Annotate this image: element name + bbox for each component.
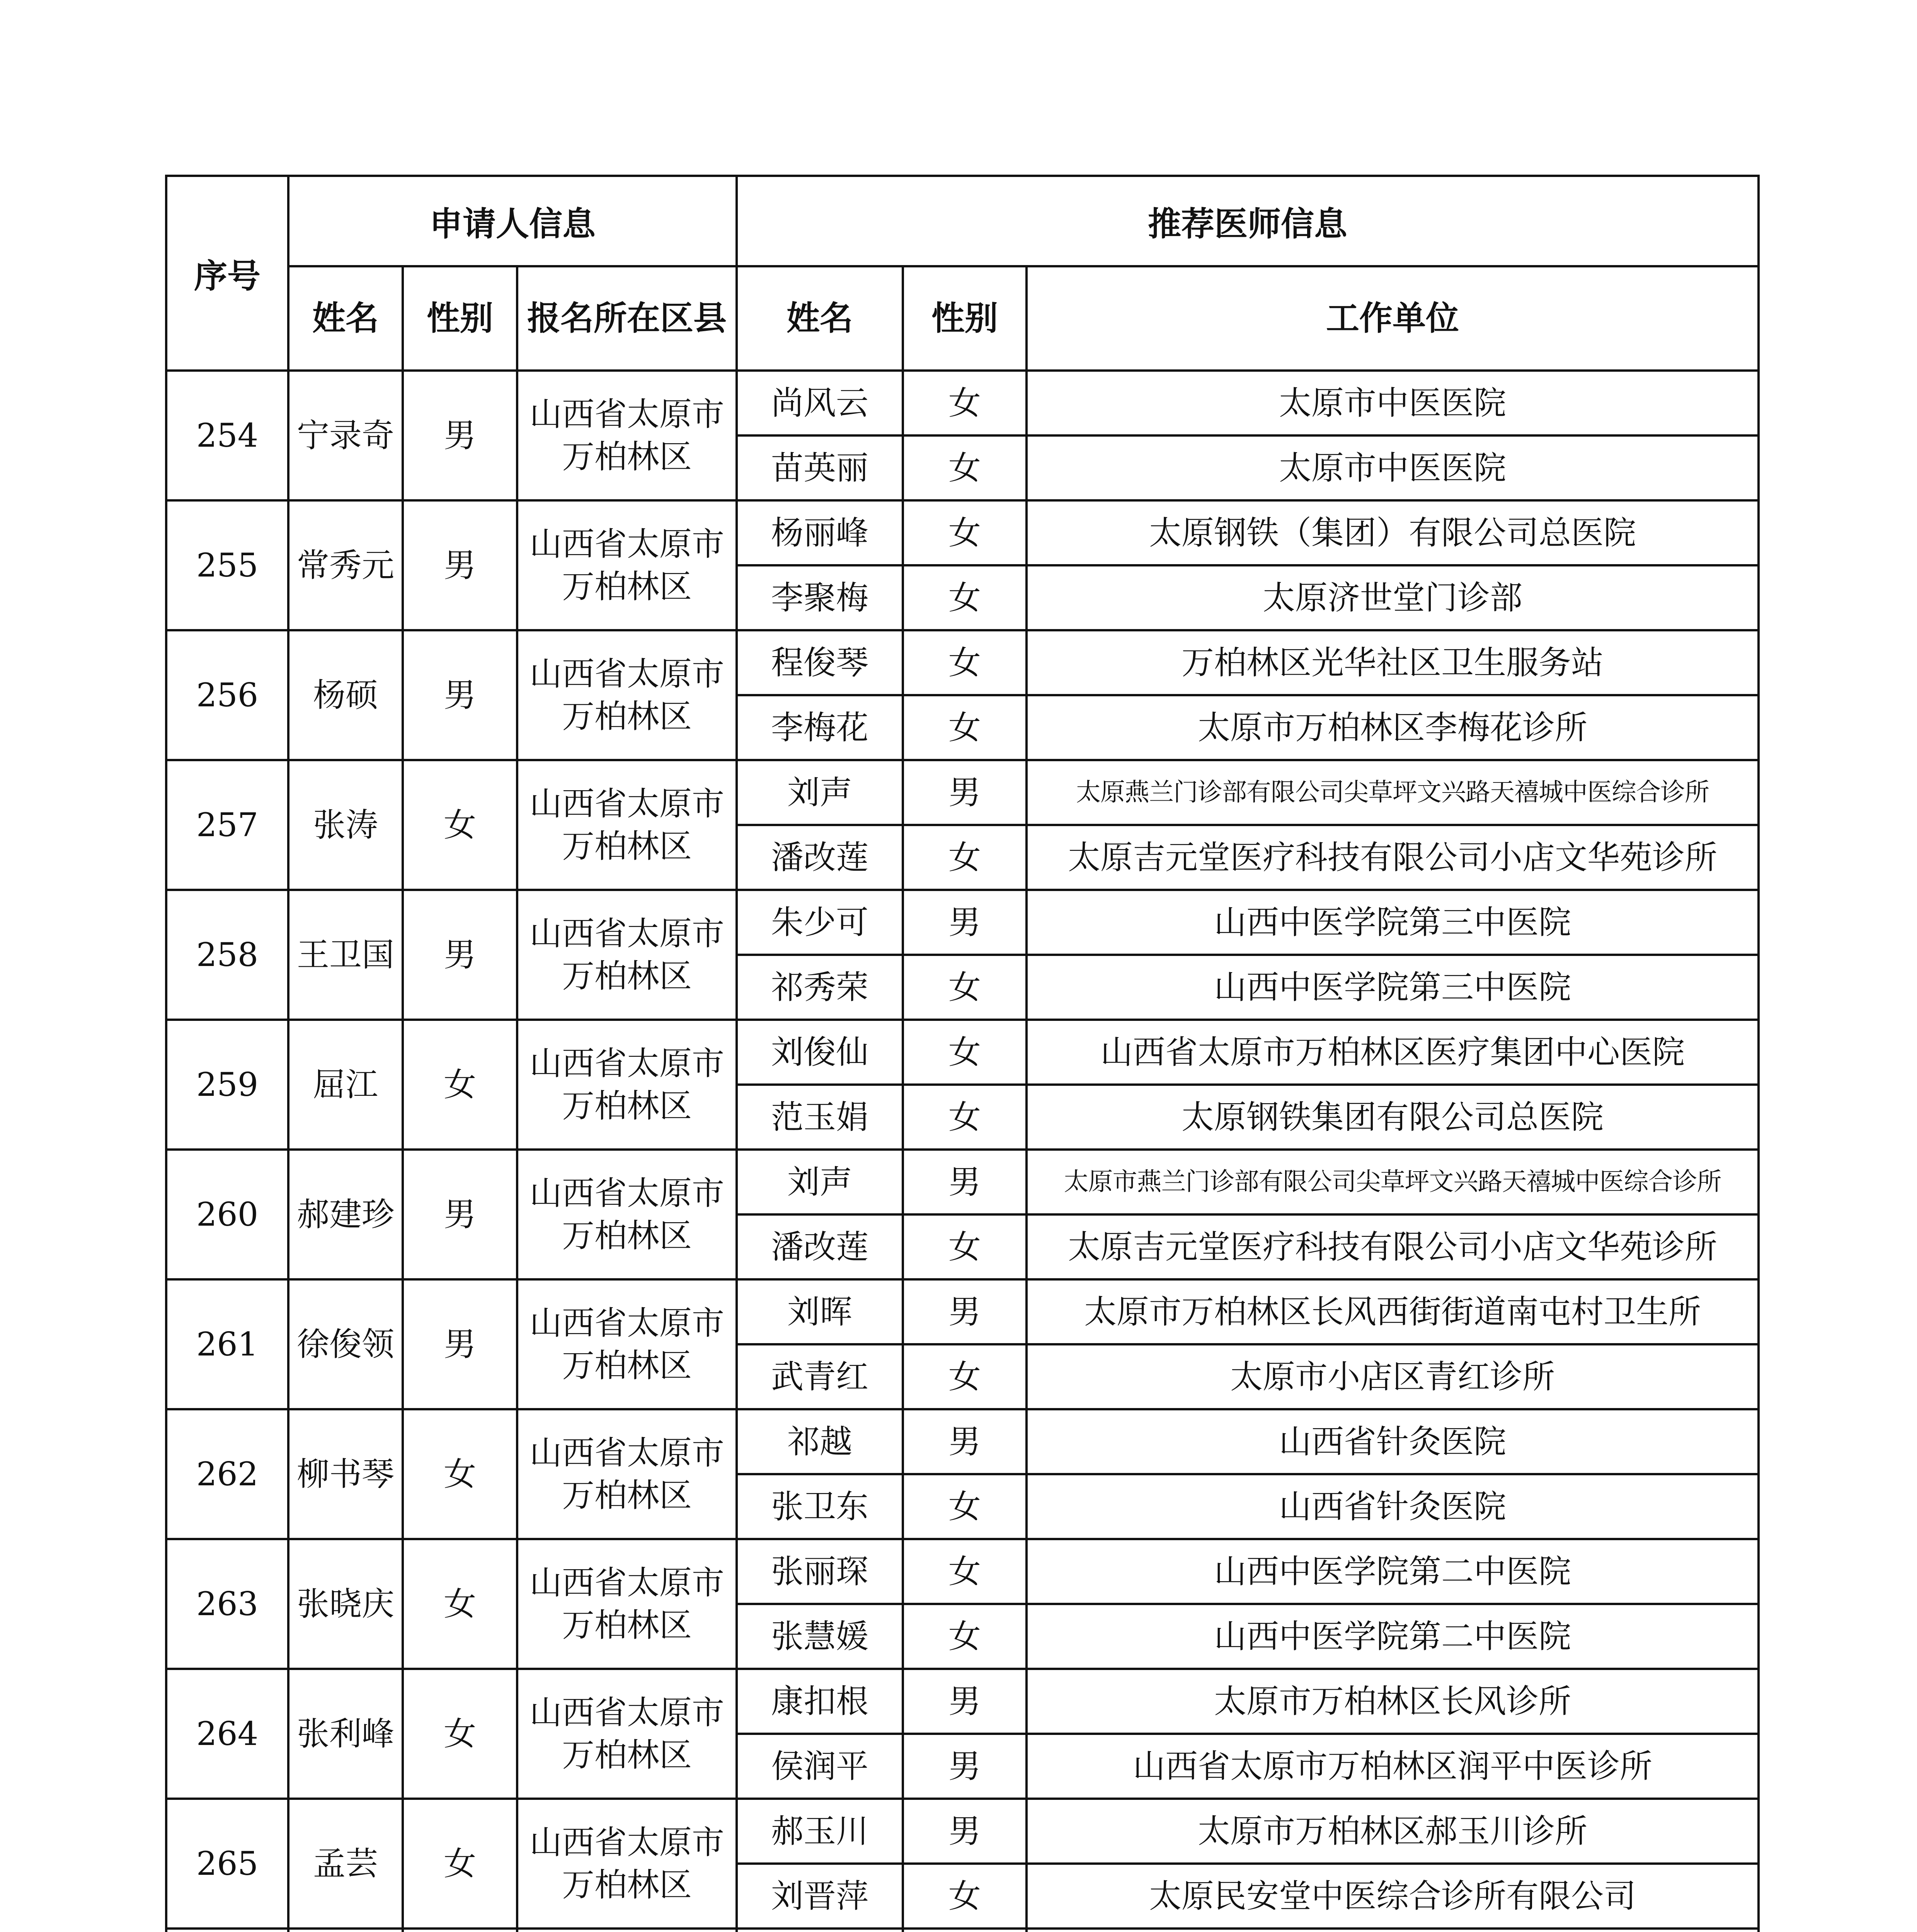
doctor-unit: 万柏林区光华社区卫生服务站 <box>1027 630 1759 695</box>
applicant-district: 山西省太原市万柏林区 <box>517 890 737 1020</box>
applicant-gender: 男 <box>403 371 517 500</box>
doctor-gender: 女 <box>903 955 1027 1020</box>
applicant-name: 宁录奇 <box>288 371 403 500</box>
doctor-gender: 女 <box>903 825 1027 890</box>
header-doctor-group: 推荐医师信息 <box>737 176 1759 266</box>
doctor-gender: 女 <box>903 500 1027 565</box>
applicant-name: 柳书琴 <box>288 1409 403 1539</box>
applicant-district <box>517 1929 737 1932</box>
applicant-seq: 265 <box>166 1799 288 1929</box>
applicant-district: 山西省太原市万柏林区 <box>517 760 737 890</box>
doctor-gender: 男 <box>903 890 1027 955</box>
applicant-district: 山西省太原市万柏林区 <box>517 630 737 760</box>
doctor-unit: 太原民安堂中医综合诊所有限公司 <box>1027 1864 1759 1929</box>
table-body <box>166 371 1759 1932</box>
applicant-district: 山西省太原市万柏林区 <box>517 1150 737 1279</box>
doctor-unit: 太原市万柏林区长风西街街道南屯村卫生所 <box>1027 1279 1759 1344</box>
table-row <box>166 630 1759 695</box>
doctor-unit: 太原钢铁集团有限公司总医院 <box>1027 1085 1759 1150</box>
applicant-name: 徐俊领 <box>288 1279 403 1409</box>
applicant-name: 常秀元 <box>288 500 403 630</box>
applicant-name <box>288 1929 403 1932</box>
doctor-unit: 山西省针灸医院 <box>1027 1409 1759 1474</box>
applicant-gender: 男 <box>403 500 517 630</box>
doctor-unit: 太原市中医医院 <box>1027 435 1759 500</box>
table-row <box>166 890 1759 955</box>
applicant-gender: 女 <box>403 1799 517 1929</box>
applicant-name: 杨硕 <box>288 630 403 760</box>
applicant-seq: 258 <box>166 890 288 1020</box>
doctor-gender: 女 <box>903 695 1027 760</box>
applicant-district: 山西省太原市万柏林区 <box>517 500 737 630</box>
doctor-gender: 女 <box>903 1020 1027 1085</box>
doctor-name: 张丽琛 <box>737 1539 903 1604</box>
table-row <box>166 371 1759 435</box>
doctor-name: 刘晋萍 <box>737 1864 903 1929</box>
header-applicant-group: 申请人信息 <box>288 176 737 266</box>
doctor-unit: 太原燕兰门诊部有限公司尖草坪文兴路天禧城中医综合诊所 <box>1027 760 1759 825</box>
table-row <box>166 760 1759 825</box>
applicant-name: 张涛 <box>288 760 403 890</box>
header-doctor-name: 姓名 <box>737 266 903 371</box>
header-applicant-name: 姓名 <box>288 266 403 371</box>
doctor-gender: 男 <box>903 760 1027 825</box>
doctor-gender: 男 <box>903 1669 1027 1734</box>
header-applicant-gender: 性别 <box>403 266 517 371</box>
doctor-name: 张慧媛 <box>737 1604 903 1669</box>
doctor-name: 朱少可 <box>737 890 903 955</box>
applicant-name: 孟芸 <box>288 1799 403 1929</box>
doctor-gender: 男 <box>903 1799 1027 1864</box>
doctor-unit: 太原市万柏林区长风诊所 <box>1027 1669 1759 1734</box>
header-applicant-district: 报名所在区县 <box>517 266 737 371</box>
applicant-gender: 女 <box>403 760 517 890</box>
doctor-name: 祁秀荣 <box>737 955 903 1020</box>
doctor-gender: 女 <box>903 1085 1027 1150</box>
doctor-name: 李梅花 <box>737 695 903 760</box>
doctor-unit: 山西省太原市万柏林区润平中医诊所 <box>1027 1734 1759 1799</box>
doctor-name: 刘声 <box>737 1150 903 1214</box>
doctor-gender: 女 <box>903 1344 1027 1409</box>
applicant-seq: 260 <box>166 1150 288 1279</box>
applicant-gender: 男 <box>403 890 517 1020</box>
doctor-name: 苗英丽 <box>737 435 903 500</box>
doctor-gender: 男 <box>903 1150 1027 1214</box>
doctor-unit: 山西中医学院第三中医院 <box>1027 955 1759 1020</box>
applicant-district: 山西省太原市万柏林区 <box>517 1539 737 1669</box>
doctor-unit: 太原市万柏林区郝玉川诊所 <box>1027 1799 1759 1864</box>
table-row <box>166 1539 1759 1604</box>
table-row <box>166 1799 1759 1864</box>
doctor-unit: 太原市中医医院 <box>1027 371 1759 435</box>
table-row <box>166 1020 1759 1085</box>
applicant-seq: 256 <box>166 630 288 760</box>
doctor-unit: 山西中医学院第二中医院 <box>1027 1604 1759 1669</box>
applicant-gender: 男 <box>403 1279 517 1409</box>
doctor-name: 郝玉川 <box>737 1799 903 1864</box>
doctor-gender: 女 <box>903 1214 1027 1279</box>
applicant-gender: 女 <box>403 1669 517 1799</box>
applicant-seq: 263 <box>166 1539 288 1669</box>
applicant-gender: 女 <box>403 1539 517 1669</box>
applicant-name: 张晓庆 <box>288 1539 403 1669</box>
doctor-gender: 女 <box>903 1864 1027 1929</box>
doctor-unit <box>1027 1929 1759 1932</box>
applicant-seq: 254 <box>166 371 288 500</box>
applicant-district: 山西省太原市万柏林区 <box>517 1669 737 1799</box>
table-row <box>166 1279 1759 1344</box>
table-row <box>166 1150 1759 1214</box>
applicant-district: 山西省太原市万柏林区 <box>517 1020 737 1150</box>
table-row <box>166 1929 1759 1932</box>
doctor-name: 祁越 <box>737 1409 903 1474</box>
doctor-gender: 女 <box>903 565 1027 630</box>
doctor-name: 刘俊仙 <box>737 1020 903 1085</box>
doctor-name: 武青红 <box>737 1344 903 1409</box>
applicant-gender: 女 <box>403 1020 517 1150</box>
doctor-unit: 太原市万柏林区李梅花诊所 <box>1027 695 1759 760</box>
applicant-gender <box>403 1929 517 1932</box>
doctor-gender: 女 <box>903 435 1027 500</box>
header-seq: 序号 <box>166 176 288 371</box>
header-doctor-gender: 性别 <box>903 266 1027 371</box>
header-doctor-unit: 工作单位 <box>1027 266 1759 371</box>
applicant-seq: 264 <box>166 1669 288 1799</box>
applicant-seq <box>166 1929 288 1932</box>
doctor-unit: 山西中医学院第二中医院 <box>1027 1539 1759 1604</box>
doctor-unit: 太原市燕兰门诊部有限公司尖草坪文兴路天禧城中医综合诊所 <box>1027 1150 1759 1214</box>
doctor-gender <box>903 1929 1027 1932</box>
doctor-gender: 女 <box>903 630 1027 695</box>
applicant-seq: 262 <box>166 1409 288 1539</box>
doctor-name: 侯润平 <box>737 1734 903 1799</box>
table-row <box>166 1409 1759 1474</box>
applicant-district: 山西省太原市万柏林区 <box>517 1279 737 1409</box>
doctor-unit: 太原济世堂门诊部 <box>1027 565 1759 630</box>
applicant-name: 张利峰 <box>288 1669 403 1799</box>
doctor-name: 刘晖 <box>737 1279 903 1344</box>
doctor-name: 李聚梅 <box>737 565 903 630</box>
applicant-table <box>165 175 1760 1932</box>
doctor-name: 尚风云 <box>737 371 903 435</box>
applicant-gender: 男 <box>403 1150 517 1279</box>
doctor-name: 潘改莲 <box>737 825 903 890</box>
doctor-unit: 山西省针灸医院 <box>1027 1474 1759 1539</box>
doctor-name: 潘改莲 <box>737 1214 903 1279</box>
doctor-name: 刘声 <box>737 760 903 825</box>
doctor-unit: 太原钢铁（集团）有限公司总医院 <box>1027 500 1759 565</box>
doctor-name: 康扣根 <box>737 1669 903 1734</box>
table-row <box>166 1669 1759 1734</box>
doctor-gender: 男 <box>903 1279 1027 1344</box>
doctor-name <box>737 1929 903 1932</box>
doctor-gender: 女 <box>903 1604 1027 1669</box>
applicant-gender: 男 <box>403 630 517 760</box>
table-row <box>166 500 1759 565</box>
doctor-unit: 太原吉元堂医疗科技有限公司小店文华苑诊所 <box>1027 825 1759 890</box>
doctor-gender: 女 <box>903 1474 1027 1539</box>
doctor-unit: 山西中医学院第三中医院 <box>1027 890 1759 955</box>
doctor-unit: 山西省太原市万柏林区医疗集团中心医院 <box>1027 1020 1759 1085</box>
doctor-name: 张卫东 <box>737 1474 903 1539</box>
doctor-gender: 男 <box>903 1734 1027 1799</box>
doctor-gender: 男 <box>903 1409 1027 1474</box>
applicant-district: 山西省太原市万柏林区 <box>517 371 737 500</box>
applicant-seq: 257 <box>166 760 288 890</box>
applicant-gender: 女 <box>403 1409 517 1539</box>
doctor-name: 杨丽峰 <box>737 500 903 565</box>
doctor-unit: 太原市小店区青红诊所 <box>1027 1344 1759 1409</box>
doctor-name: 程俊琴 <box>737 630 903 695</box>
doctor-gender: 女 <box>903 1539 1027 1604</box>
applicant-name: 王卫国 <box>288 890 403 1020</box>
doctor-name: 范玉娟 <box>737 1085 903 1150</box>
applicant-district: 山西省太原市万柏林区 <box>517 1799 737 1929</box>
table-header <box>166 176 1759 371</box>
applicant-seq: 259 <box>166 1020 288 1150</box>
applicant-name: 屈江 <box>288 1020 403 1150</box>
applicant-district: 山西省太原市万柏林区 <box>517 1409 737 1539</box>
doctor-gender: 女 <box>903 371 1027 435</box>
applicant-name: 郝建珍 <box>288 1150 403 1279</box>
applicant-seq: 255 <box>166 500 288 630</box>
doctor-unit: 太原吉元堂医疗科技有限公司小店文华苑诊所 <box>1027 1214 1759 1279</box>
applicant-seq: 261 <box>166 1279 288 1409</box>
